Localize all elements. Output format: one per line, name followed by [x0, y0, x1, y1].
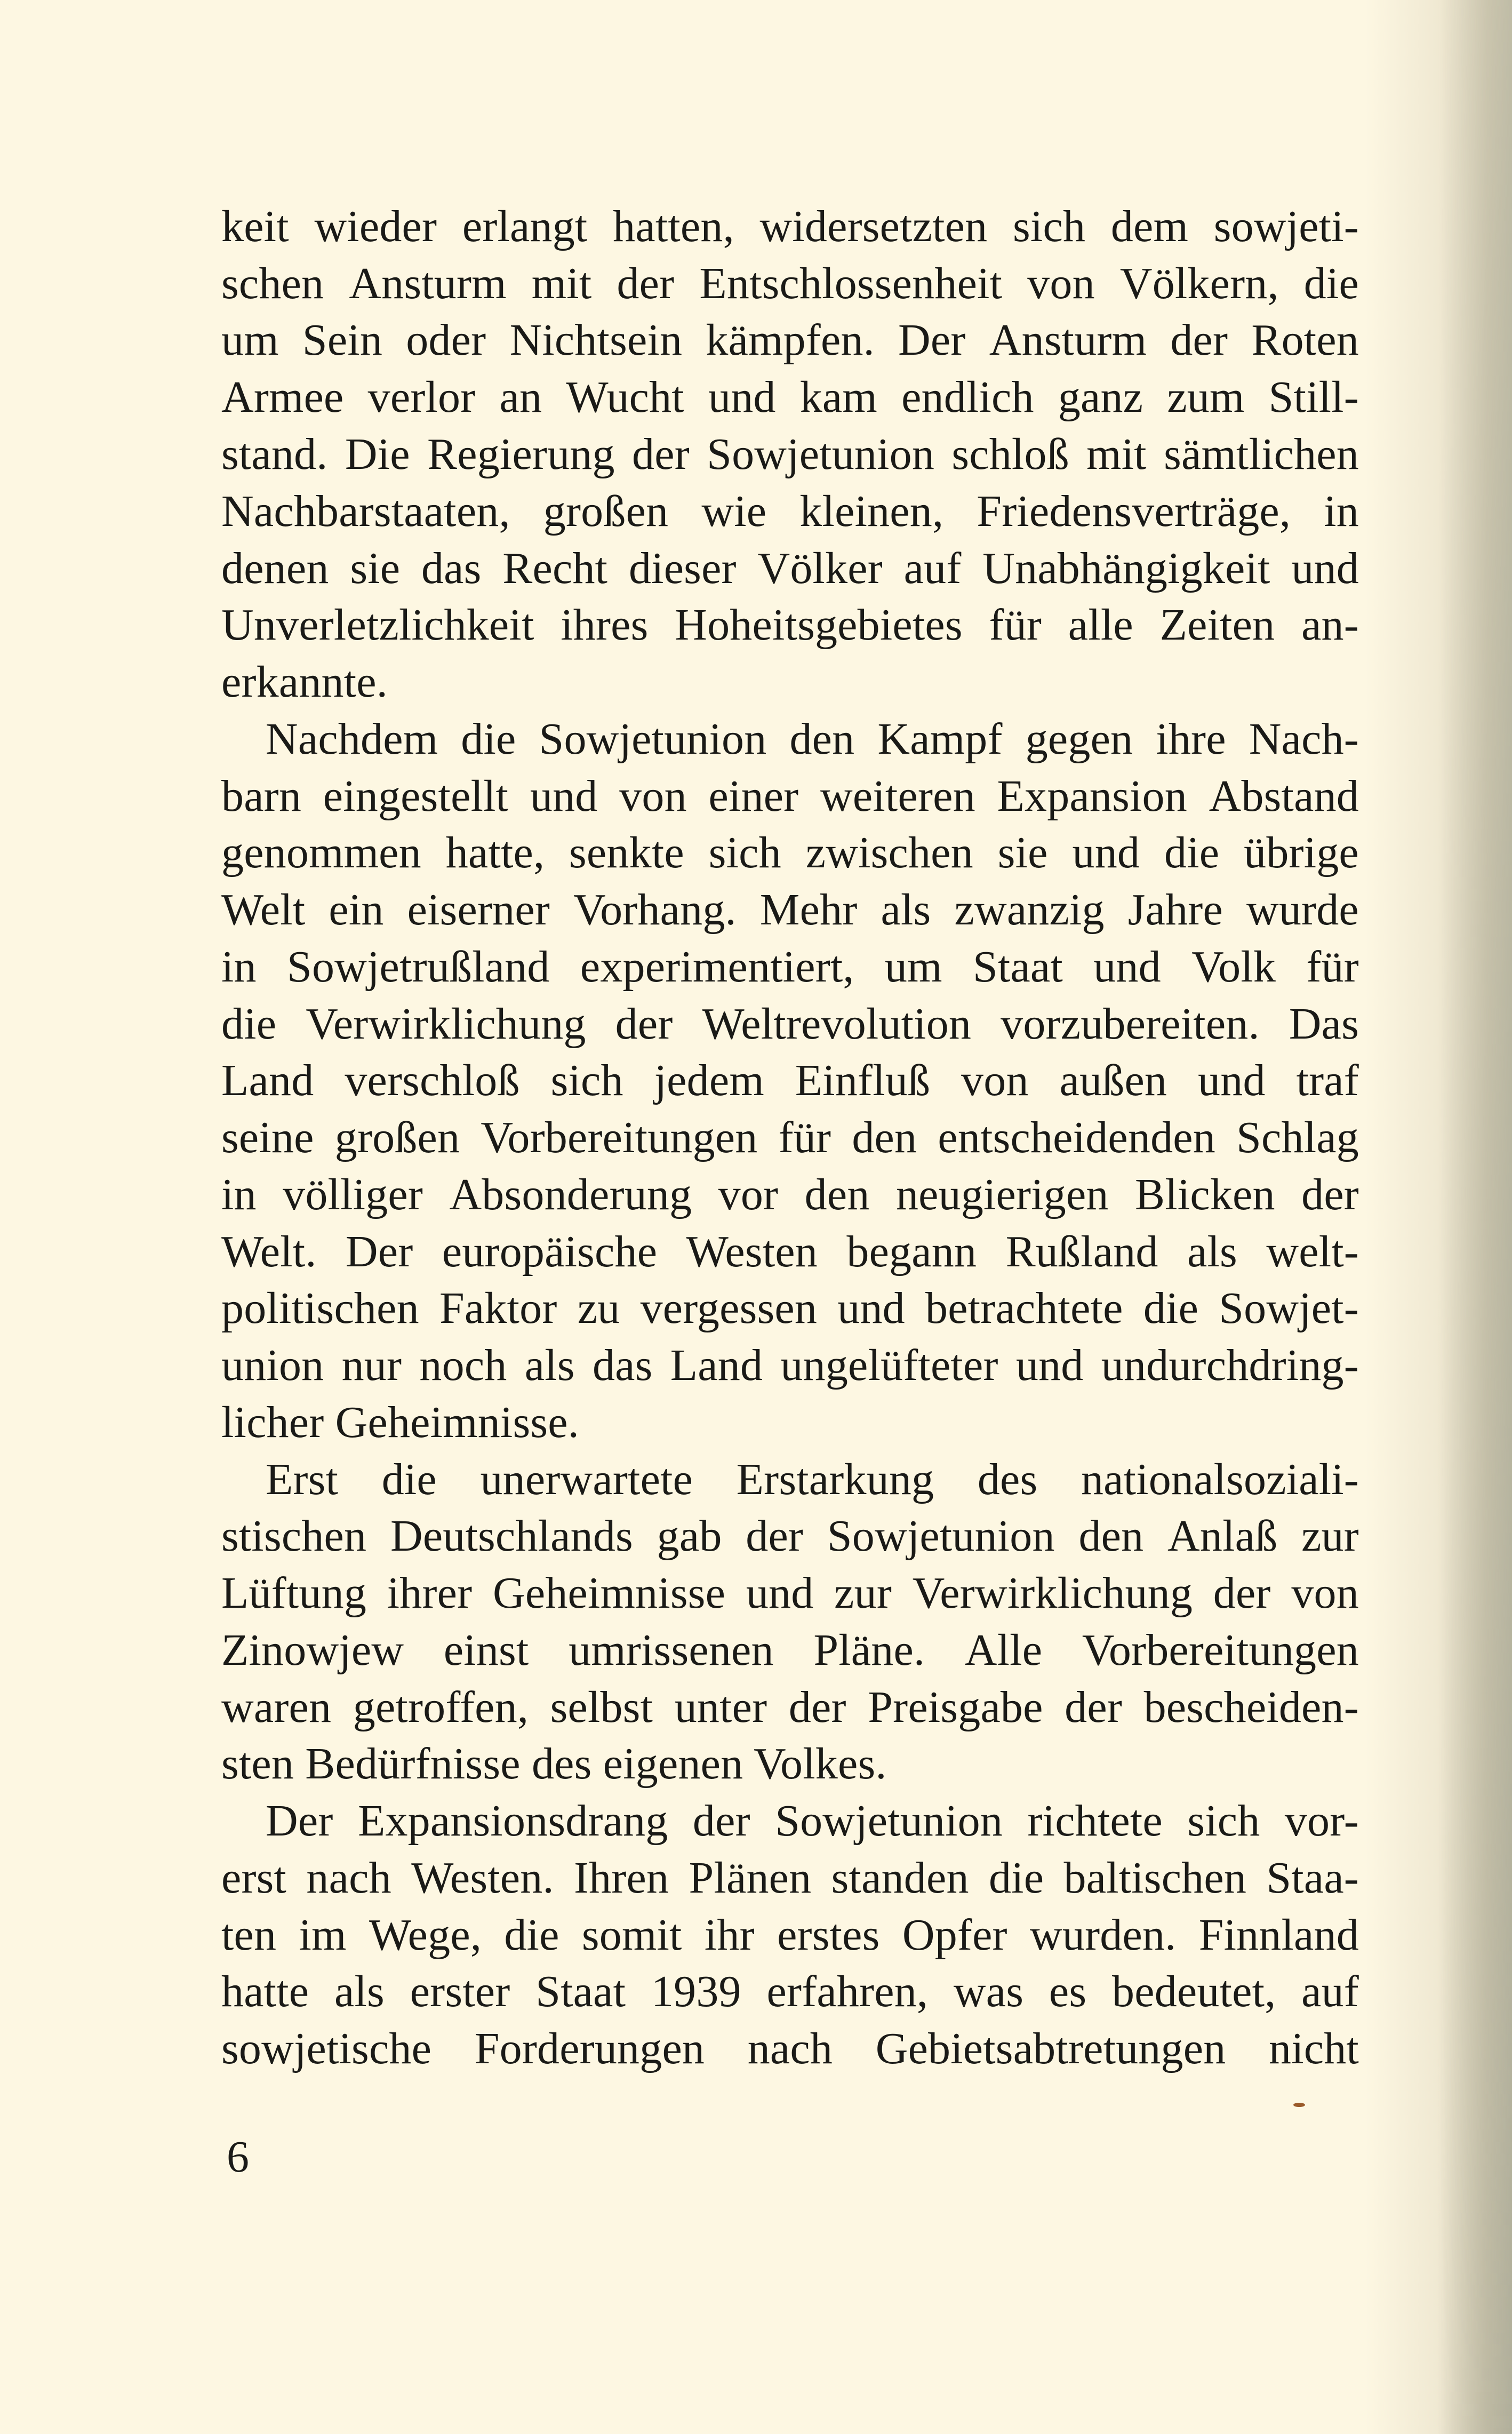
word: stischen — [221, 1511, 367, 1561]
text-line — [221, 1849, 1359, 1906]
text-line — [266, 1792, 1359, 1849]
word: ihrer — [387, 1568, 473, 1618]
word: von — [619, 771, 687, 821]
word: Sowjetunion — [707, 429, 935, 479]
text-line — [221, 198, 1359, 255]
word: mit — [531, 259, 592, 308]
word: somit — [581, 1910, 682, 1960]
word: Wucht — [566, 372, 684, 422]
word: Staa- — [1266, 1853, 1359, 1903]
word: Westen. — [411, 1853, 554, 1903]
text-line — [221, 1166, 1359, 1223]
word: das — [592, 1340, 653, 1390]
word: ten — [221, 1910, 277, 1960]
word: traf — [1296, 1056, 1359, 1105]
word: als — [334, 1967, 385, 2016]
word: Westen — [686, 1227, 818, 1276]
word: erstes — [777, 1910, 880, 1960]
word: an- — [1301, 600, 1359, 650]
word: für — [778, 1113, 831, 1162]
word: hatte, — [445, 828, 545, 877]
word: nicht — [1269, 2024, 1359, 2073]
word: sich — [1187, 1796, 1260, 1846]
text-line — [221, 1565, 1359, 1622]
word: erfahren, — [766, 1967, 929, 2016]
text-line — [221, 995, 1359, 1052]
word: und — [837, 1283, 905, 1333]
ink-speck — [1293, 2103, 1305, 2107]
word: gegen — [1025, 714, 1133, 764]
word: hatten, — [613, 202, 734, 251]
word: erster — [410, 1967, 510, 2016]
word: Volk — [1191, 942, 1276, 992]
word: übrige — [1244, 828, 1359, 877]
word: Verwirklichung — [912, 1568, 1193, 1618]
text-line — [221, 426, 1359, 483]
word: Alle — [964, 1625, 1043, 1675]
word: Mehr — [759, 885, 858, 935]
word: richtete — [1027, 1796, 1163, 1846]
word: vor- — [1284, 1796, 1359, 1846]
text-line — [221, 1223, 1359, 1280]
word: nur — [341, 1340, 402, 1390]
word: waren — [221, 1682, 332, 1732]
word: sich — [1013, 202, 1086, 251]
word: Sowjetrußland — [287, 942, 550, 992]
word: es — [1049, 1967, 1087, 2016]
text-line — [221, 1109, 1359, 1166]
word: Blicken — [1135, 1170, 1275, 1219]
word: Völker — [757, 544, 883, 593]
word: und — [708, 372, 776, 422]
word: wieder — [314, 202, 437, 251]
word: Nachbarstaaten, — [221, 486, 510, 536]
word: Das — [1289, 999, 1359, 1049]
text-line: sten Bedürfnisse des eigenen Volkes. — [221, 1739, 887, 1789]
word: Ihren — [573, 1853, 669, 1903]
word: neugierigen — [895, 1170, 1109, 1219]
word: verlor — [367, 372, 476, 422]
word: die — [988, 1853, 1044, 1903]
word: den — [789, 714, 855, 764]
word: zur — [1301, 1511, 1359, 1561]
word: erlangt — [462, 202, 588, 251]
word: sich — [550, 1056, 623, 1105]
word: Land — [670, 1340, 763, 1390]
text-line — [266, 711, 1359, 768]
word: Rußland — [1005, 1227, 1158, 1276]
word: Erst — [266, 1455, 339, 1504]
word: Entschlossenheit — [699, 259, 1003, 308]
word: standen — [831, 1853, 969, 1903]
word: die — [1303, 259, 1359, 308]
word: großen — [334, 1113, 460, 1162]
word: Sein — [302, 315, 383, 365]
word: Abstand — [1209, 771, 1359, 821]
word: das — [421, 544, 482, 593]
word: die — [381, 1455, 437, 1504]
word: Zeiten — [1159, 600, 1275, 650]
page-number: 6 — [227, 2132, 249, 2182]
word: weiteren — [820, 771, 975, 821]
word: Unverletzlichkeit — [221, 600, 534, 650]
word: seine — [221, 1113, 314, 1162]
word: völliger — [283, 1170, 423, 1219]
word: Der — [898, 315, 966, 365]
word: Ansturm — [989, 315, 1147, 365]
word: kam — [799, 372, 877, 422]
word: denen — [221, 544, 329, 593]
text-line — [221, 312, 1359, 369]
text-line — [221, 540, 1359, 597]
word: der — [788, 1682, 846, 1732]
word: und — [1198, 1056, 1266, 1105]
word: Staat — [972, 942, 1063, 992]
word: Geheimnisse — [493, 1568, 726, 1618]
word: die — [221, 999, 277, 1049]
word: begann — [846, 1227, 977, 1276]
word: was — [953, 1967, 1024, 2016]
word: von — [1027, 259, 1095, 308]
word: die — [461, 714, 516, 764]
word: von — [1291, 1568, 1359, 1618]
word: Staat — [535, 1967, 626, 2016]
word: nationalsoziali- — [1081, 1455, 1359, 1504]
word: und — [1015, 1340, 1084, 1390]
word: um — [221, 315, 279, 365]
word: Preisgabe — [868, 1682, 1043, 1732]
word: Lüftung — [221, 1568, 367, 1618]
word: eingestellt — [323, 771, 509, 821]
word: Jahre — [1127, 885, 1223, 935]
text-line: erkannte. — [221, 657, 388, 707]
word: vergessen — [640, 1283, 818, 1333]
word: und — [746, 1568, 814, 1618]
text-line — [221, 596, 1359, 653]
word: getroffen, — [353, 1682, 529, 1732]
text-line — [221, 768, 1359, 825]
word: für — [989, 600, 1042, 650]
word: in — [221, 1170, 257, 1219]
word: endlich — [901, 372, 1034, 422]
word: schloß — [951, 429, 1069, 479]
word: wurden. — [1030, 1910, 1177, 1960]
word: Regierung — [427, 429, 615, 479]
word: Armee — [221, 372, 344, 422]
word: Sowjetunion — [775, 1796, 1003, 1846]
word: zwischen — [805, 828, 973, 877]
word: der — [1065, 1682, 1123, 1732]
word: bedeutet, — [1112, 1967, 1276, 2016]
word: als — [524, 1340, 575, 1390]
word: sowjetische — [221, 2024, 432, 2073]
word: der — [746, 1511, 804, 1561]
word: nach — [306, 1853, 391, 1903]
word: sämtlichen — [1164, 429, 1359, 479]
text-line — [221, 1622, 1359, 1679]
word: kleinen, — [799, 486, 944, 536]
word: betrachtete — [925, 1283, 1123, 1333]
word: als — [1187, 1227, 1237, 1276]
text-line: licher Geheimnisse. — [221, 1398, 579, 1447]
word: union — [221, 1340, 324, 1390]
word: der — [632, 429, 690, 479]
word: als — [881, 885, 931, 935]
word: Kampf — [877, 714, 1003, 764]
word: politischen — [221, 1283, 419, 1333]
word: baltischen — [1063, 1853, 1247, 1903]
text-line — [221, 881, 1359, 938]
word: Still- — [1268, 372, 1359, 422]
text-line — [221, 1679, 1359, 1736]
word: im — [299, 1910, 347, 1960]
word: Sowjet- — [1219, 1283, 1359, 1333]
word: barn — [221, 771, 302, 821]
word: Friedensverträge, — [977, 486, 1291, 536]
word: sowjeti- — [1213, 202, 1359, 251]
text-line — [221, 1906, 1359, 1964]
word: der — [692, 1796, 750, 1846]
word: die — [1143, 1283, 1199, 1333]
word: Zinowjew — [221, 1625, 404, 1675]
word: der — [1213, 1568, 1271, 1618]
word: wurde — [1246, 885, 1359, 935]
word: Expansion — [997, 771, 1187, 821]
word: sie — [997, 828, 1048, 877]
word: experimentiert, — [580, 942, 854, 992]
word: europäische — [442, 1227, 658, 1276]
word: sich — [708, 828, 781, 877]
word: umrissenen — [569, 1625, 774, 1675]
word: der — [617, 259, 675, 308]
word: Der — [345, 1227, 413, 1276]
word: stand. — [221, 429, 328, 479]
word: Gebietsabtretungen — [875, 2024, 1226, 2073]
word: Expansionsdrang — [357, 1796, 668, 1846]
word: und — [1072, 828, 1140, 877]
word: Völkern, — [1119, 259, 1279, 308]
text-line — [221, 938, 1359, 995]
word: noch — [419, 1340, 507, 1390]
word: Hoheitsgebietes — [675, 600, 963, 650]
word: eiserner — [407, 885, 550, 935]
word: selbst — [550, 1682, 653, 1732]
word: hatte — [221, 1967, 309, 2016]
word: jedem — [654, 1056, 764, 1105]
word: Roten — [1251, 315, 1359, 365]
word: Nach- — [1249, 714, 1359, 764]
word: dieser — [628, 544, 737, 593]
word: welt- — [1266, 1227, 1359, 1276]
word: Recht — [502, 544, 608, 593]
word: ein — [329, 885, 384, 935]
word: Finnland — [1198, 1910, 1359, 1960]
word: Sowjetunion — [539, 714, 767, 764]
word: um — [884, 942, 942, 992]
text-line — [221, 369, 1359, 426]
word: Sowjetunion — [827, 1511, 1055, 1561]
text-line — [221, 255, 1359, 312]
word: des — [977, 1455, 1038, 1504]
word: zur — [834, 1568, 892, 1618]
word: in — [1324, 486, 1359, 536]
word: verschloß — [345, 1056, 520, 1105]
word: Verwirklichung — [306, 999, 586, 1049]
word: erst — [221, 1853, 287, 1903]
word: auf — [903, 544, 962, 593]
word: den — [852, 1113, 917, 1162]
word: der — [1170, 315, 1228, 365]
gutter-shadow — [1437, 0, 1512, 2434]
word: Anlaß — [1167, 1511, 1278, 1561]
word: der — [1301, 1170, 1359, 1219]
word: dem — [1110, 202, 1189, 251]
word: Erstarkung — [736, 1455, 934, 1504]
word: an — [499, 372, 542, 422]
word: die — [1164, 828, 1220, 877]
word: genommen — [221, 828, 421, 877]
word: alle — [1068, 600, 1133, 650]
word: Wege, — [369, 1910, 482, 1960]
word: Deutschlands — [390, 1511, 633, 1561]
word: 1939 — [651, 1967, 741, 2016]
word: der — [615, 999, 673, 1049]
word: zum — [1167, 372, 1245, 422]
word: Nichtsein — [509, 315, 683, 365]
word: Welt. — [221, 1227, 317, 1276]
word: Vorbereitungen — [481, 1113, 758, 1162]
word: einer — [708, 771, 799, 821]
word: Absonderung — [449, 1170, 692, 1219]
word: und — [1093, 942, 1161, 992]
word: unter — [674, 1682, 767, 1732]
word: Vorhang. — [573, 885, 737, 935]
word: vorzubereiten. — [1001, 999, 1260, 1049]
word: Der — [266, 1796, 333, 1846]
word: widersetzten — [759, 202, 988, 251]
word: gab — [657, 1511, 722, 1561]
word: in — [221, 942, 257, 992]
word: Unabhängigkeit — [982, 544, 1270, 593]
word: schen — [221, 259, 324, 308]
word: vor — [718, 1170, 779, 1219]
word: Forderungen — [474, 2024, 705, 2073]
word: sie — [350, 544, 401, 593]
word: ihres — [561, 600, 649, 650]
word: auf — [1301, 1967, 1359, 2016]
word: zwanzig — [954, 885, 1105, 935]
word: zu — [577, 1283, 620, 1333]
text-line — [266, 1451, 1359, 1508]
word: unerwartete — [480, 1455, 693, 1504]
word: Welt — [221, 885, 306, 935]
word: ihre — [1156, 714, 1226, 764]
text-line — [221, 1337, 1359, 1394]
word: Die — [345, 429, 410, 479]
text-line — [221, 1280, 1359, 1337]
word: Einfluß — [795, 1056, 931, 1105]
word: Vorbereitungen — [1082, 1625, 1359, 1675]
word: Opfer — [902, 1910, 1007, 1960]
word: bescheiden- — [1143, 1682, 1359, 1732]
word: ihr — [704, 1910, 755, 1960]
word: keit — [221, 202, 289, 251]
word: Land — [221, 1056, 314, 1105]
word: ganz — [1058, 372, 1143, 422]
text-line — [221, 483, 1359, 540]
word: einst — [443, 1625, 529, 1675]
word: kämpfen. — [706, 315, 875, 365]
word: Nachdem — [266, 714, 438, 764]
word: ungelüfteter — [780, 1340, 998, 1390]
word: die — [504, 1910, 559, 1960]
word: senkte — [569, 828, 684, 877]
word: für — [1306, 942, 1359, 992]
word: den — [1078, 1511, 1144, 1561]
word: und — [530, 771, 598, 821]
word: Faktor — [439, 1283, 557, 1333]
text-line — [221, 1507, 1359, 1565]
word: mit — [1086, 429, 1147, 479]
word: Schlag — [1236, 1113, 1359, 1162]
word: und — [1291, 544, 1359, 593]
word: wie — [701, 486, 767, 536]
word: Pläne. — [813, 1625, 925, 1675]
word: außen — [1059, 1056, 1167, 1105]
word: Ansturm — [349, 259, 507, 308]
word: von — [961, 1056, 1029, 1105]
word: undurchdring- — [1101, 1340, 1359, 1390]
word: Plänen — [689, 1853, 812, 1903]
word: nach — [747, 2024, 833, 2073]
text-line — [221, 1052, 1359, 1109]
text-line — [221, 824, 1359, 881]
text-line — [221, 2020, 1359, 2077]
word: großen — [543, 486, 669, 536]
word: Weltrevolution — [702, 999, 972, 1049]
word: oder — [406, 315, 486, 365]
word: den — [804, 1170, 870, 1219]
word: entscheidenden — [938, 1113, 1215, 1162]
text-line — [221, 1963, 1359, 2020]
